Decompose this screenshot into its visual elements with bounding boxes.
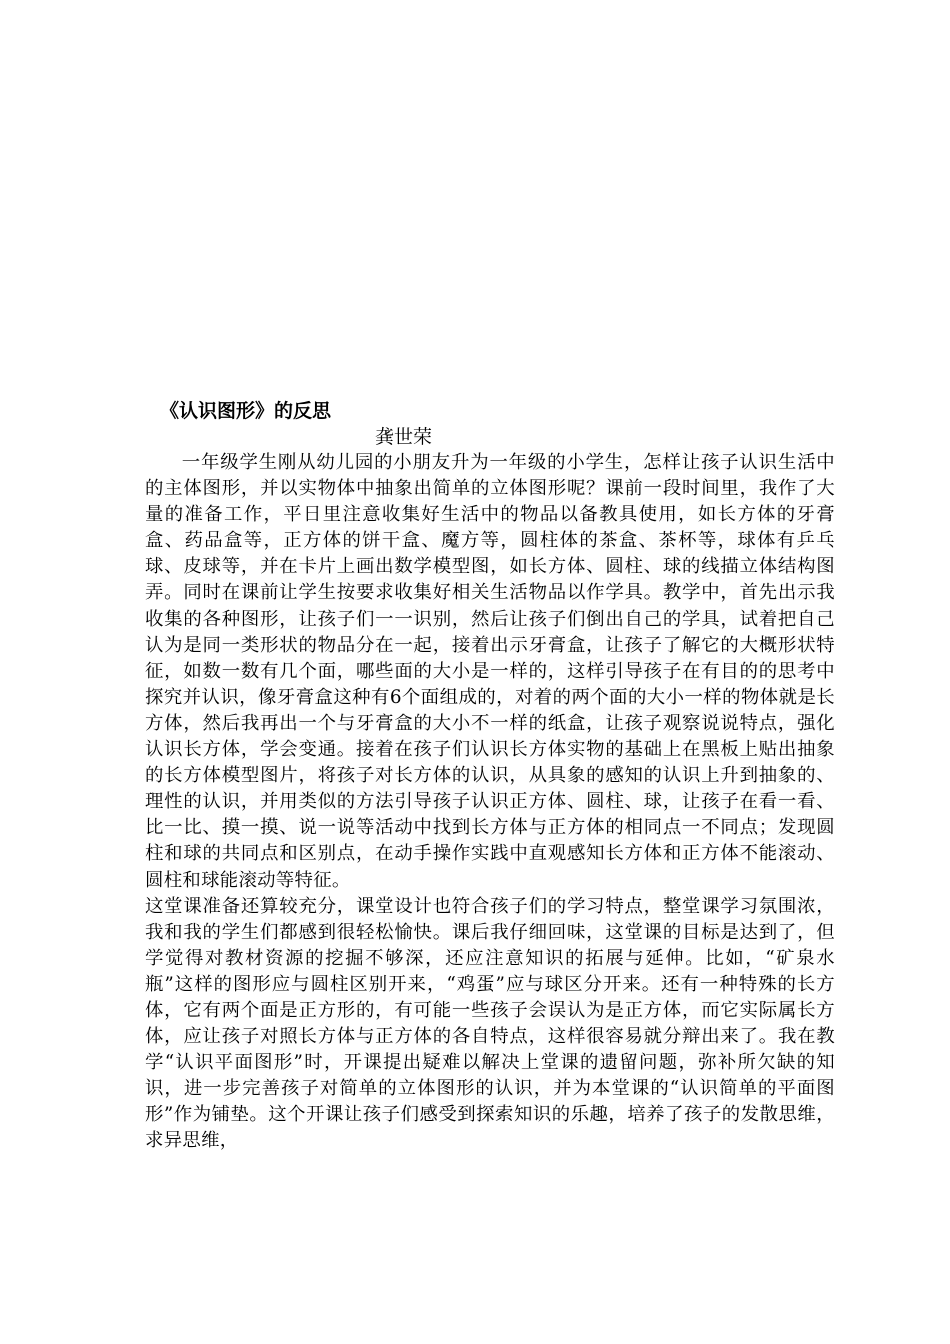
document-body	[145, 398, 835, 1155]
paragraph-1: 一年级学生刚从幼儿园的小朋友升为一年级的小学生，怎样让孩子认识生活中的主体图形，并以实物体中抽象出简单的立体图形呢？课前一段时间里，我作了大量的准备工作，平日里注意收集好生活中的物品以备教具使用，如长方体的牙膏盒、药品盒等，正方体的饼干盒、魔方等，圆柱体的茶盒、茶杯等，球体有乒乓球、皮球等，并在卡片上画出数学模型图，如长方体、圆柱、球的线描立体结构图弄。同时在课前让学生按要求收集好相关生活物品以作学具。教学中，首先出示我收集的各种图形，让孩子们一一识别，然后让孩子们倒出自己的学具，试着把自己认为是同一类形状的物品分在一起，接着出示牙膏盒，让孩子了解它的大概形状特征，如数一数有几个面，哪些面的大小是一样的，这样引导孩子在有目的的思考中探究并认识，像牙膏盒这种有6个面组成的，对着的两个面的大小一样的物体就是长方体，然后我再出一个与牙膏盒的大小不一样的纸盒，让孩子观察说说特点，强化认识长方体，学会变通。接着在孩子们认识长方体实物的基础上在黑板上贴出抽象的长方体模型图片，将孩子对长方体的认识，从具象的感知的认识上升到抽象的、理性的认识，并用类似的方法引导孩子认识正方体、圆柱、球，让孩子在看一看、比一比、摸一摸、说一说等活动中找到长方体与正方体的相同点一不同点；发现圆柱和球的共同点和区别点，在动手操作实践中直观感知长方体和正方体不能滚动、圆柱和球能滚动等特征。	[145, 452, 835, 891]
document-title: 《认识图形》的反思	[160, 400, 332, 422]
document-author: 龚世荣	[375, 426, 433, 448]
paragraph-2: 这堂课准备还算较充分，课堂设计也符合孩子们的学习特点，整堂课学习氛围浓，我和我的学生们都感到很轻松愉快。课后我仔细回味，这堂课的目标是达到了，但学觉得对教材资源的挖掘不够深，还应注意知识的拓展与延伸。比如，“矿泉水瓶”这样的图形应与圆柱区别开来，“鸡蛋”应与球区分开来。还有一种特殊的长方体，它有两个面是正方形的，有可能一些孩子会误认为是正方体，而它实际属长方体，应让孩子对照长方体与正方体的各自特点，这样很容易就分辩出来了。我在教学“认识平面图形”时，开课提出疑难以解决上堂课的遗留问题，弥补所欠缺的知识，进一步完善孩子对简单的立体图形的认识，并为本堂课的“认识简单的平面图形”作为铺垫。这个开课让孩子们感受到探索知识的乐趣，培养了孩子的发散思维，求异思维，	[145, 895, 835, 1152]
